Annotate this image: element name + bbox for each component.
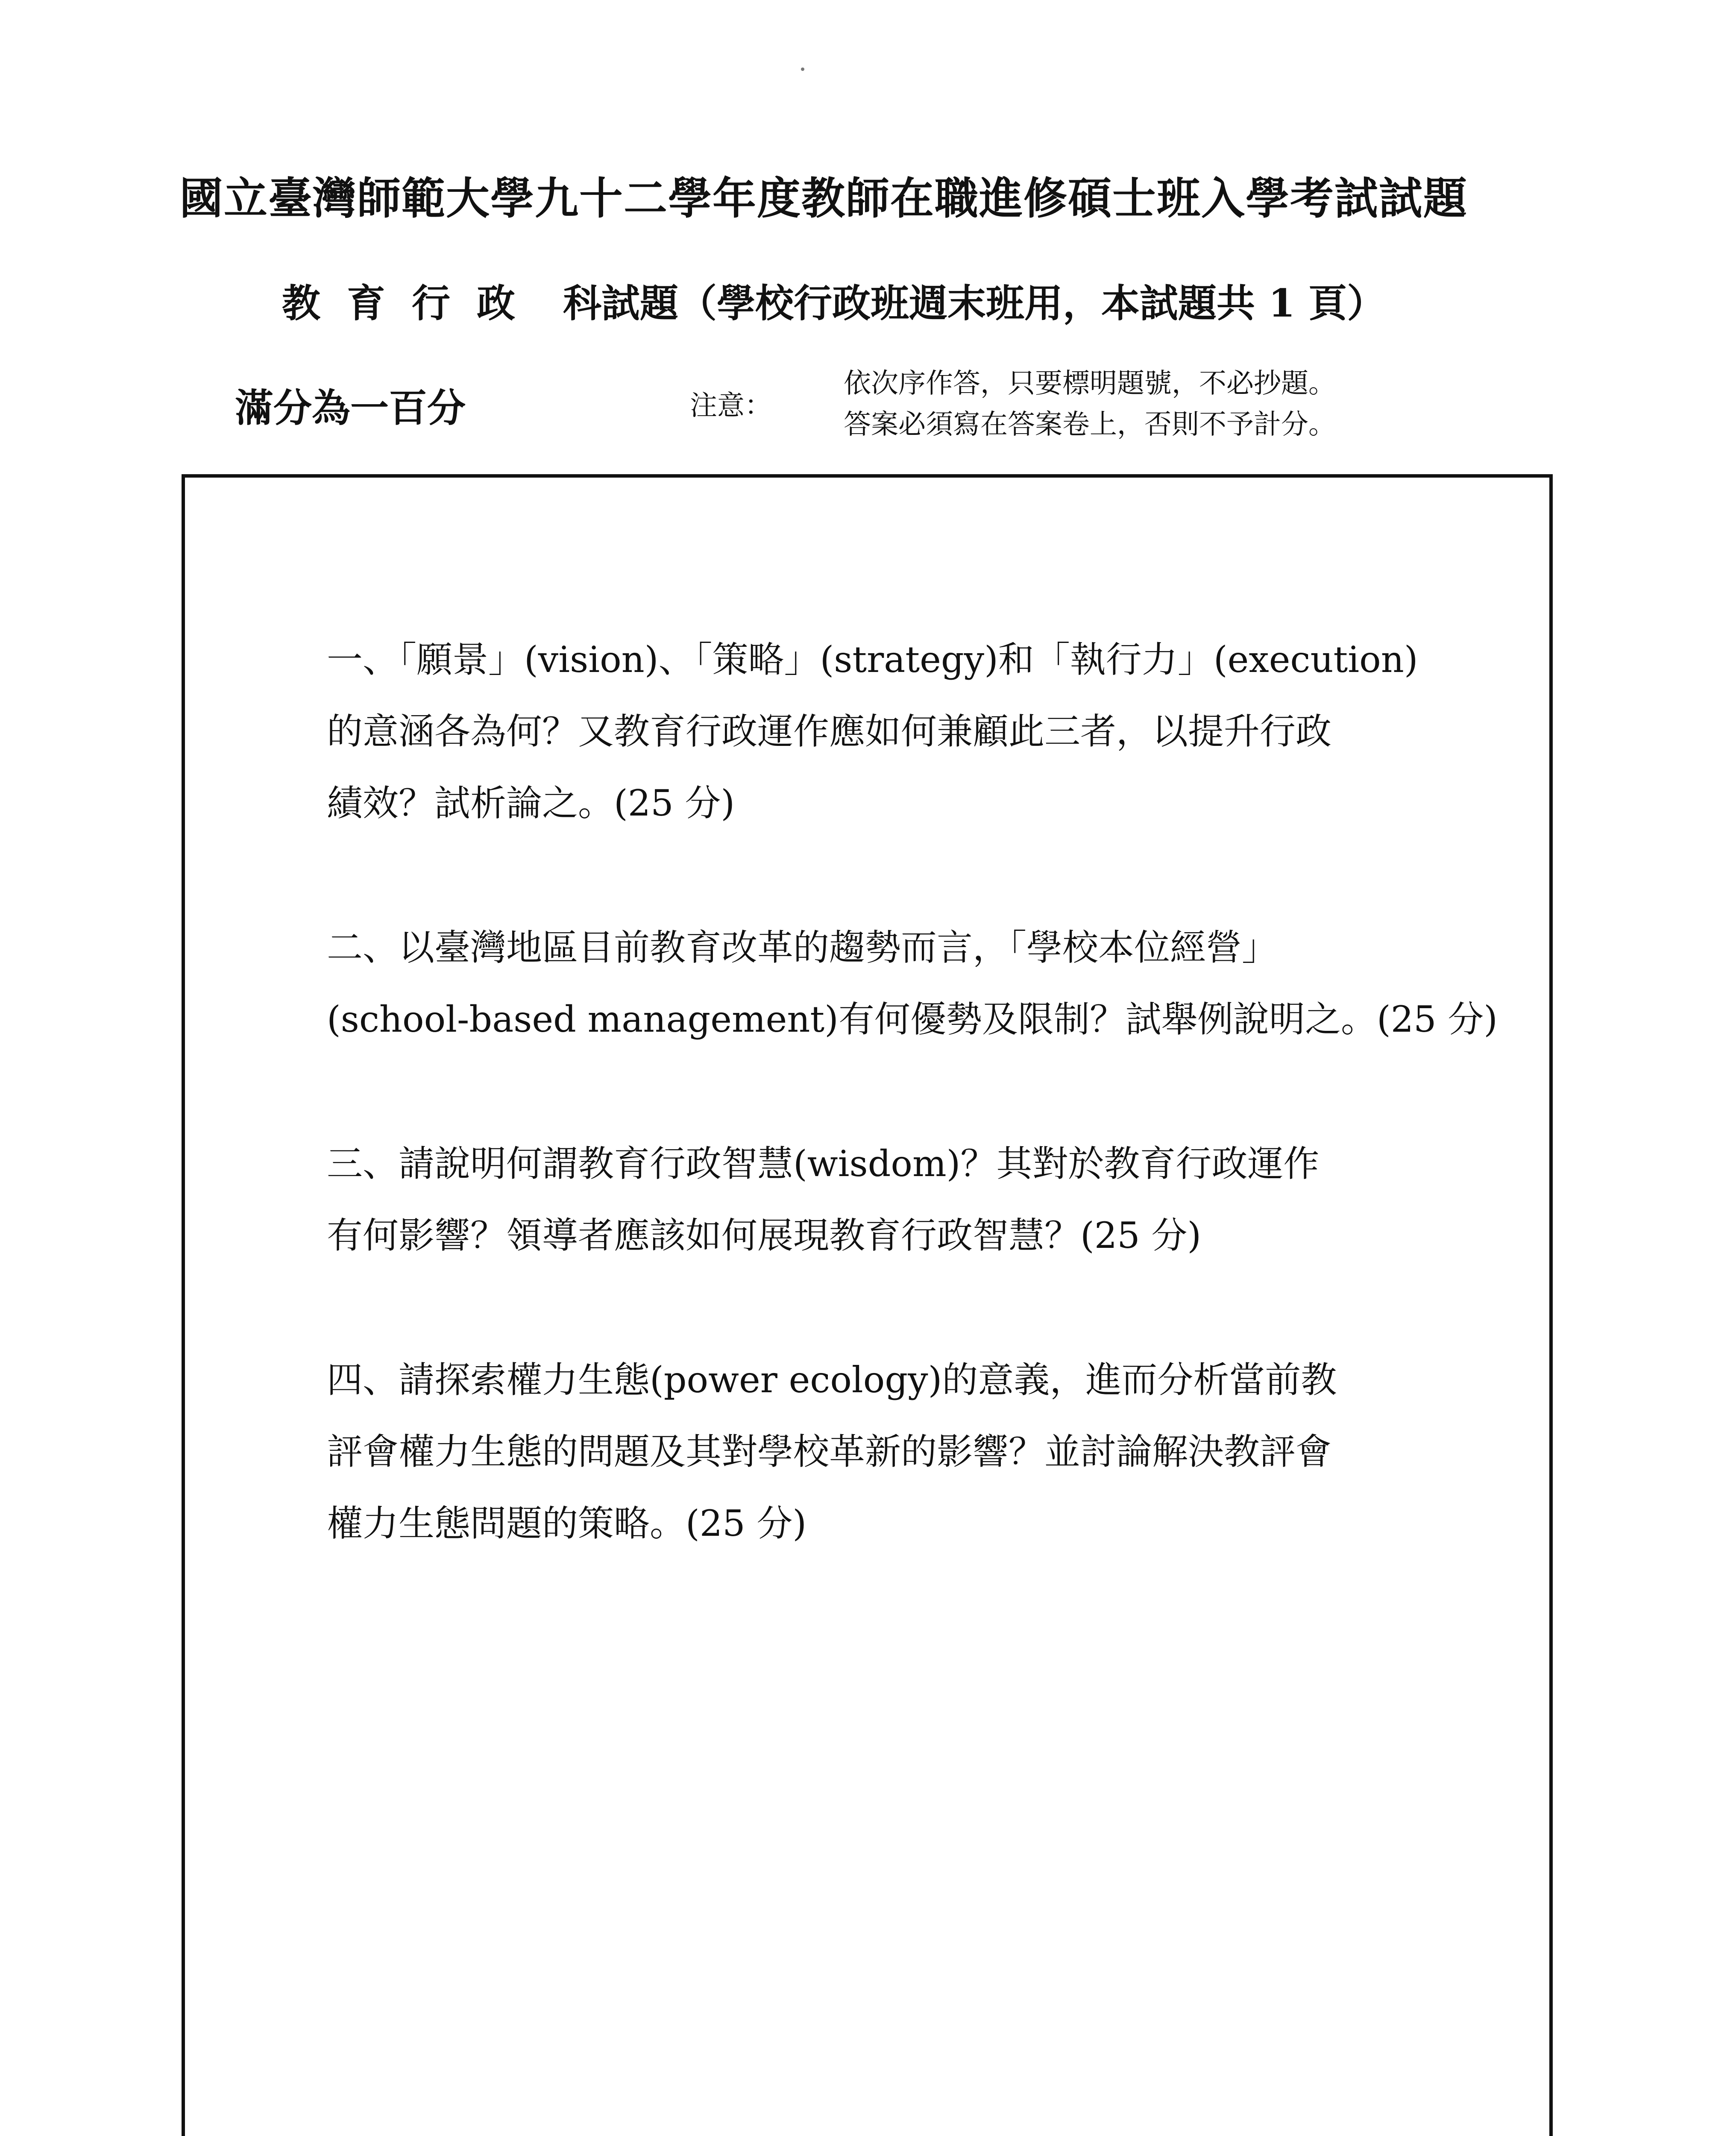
question-1-line-1: 一、「願景」(vision)、「策略」(strategy)和「執行力」(execution) — [327, 639, 1418, 681]
notice-line-1: 依次序作答，只要標明題號，不必抄題。 — [844, 368, 1336, 399]
question-3-line-1: 三、請說明何謂教育行政智慧(wisdom)？其對於教育行政運作 — [327, 1143, 1320, 1185]
question-2 — [327, 912, 1523, 1055]
notice-line-2: 答案必須寫在答案卷上，否則不予計分。 — [844, 409, 1336, 440]
question-4-line-3: 權力生態問題的策略。(25 分) — [327, 1502, 807, 1544]
question-2-line-2: (school-based management)有何優勢及限制？試舉例說明之。(25 分) — [327, 998, 1498, 1040]
question-3 — [327, 1128, 1523, 1271]
subject-line — [282, 278, 1385, 329]
question-4-line-1: 四、請探索權力生態(power ecology)的意義，進而分析當前教 — [327, 1359, 1337, 1401]
exam-title: 國立臺灣師範大學九十二學年度教師在職進修碩士班入學考試試題 — [179, 173, 1468, 224]
question-1-line-2: 的意涵各為何？又教育行政運作應如何兼顧此三者，以提升行政 — [327, 710, 1332, 752]
full-score-text: 滿分為一百分 — [235, 385, 466, 431]
question-1-line-3: 績效？試析論之。(25 分) — [327, 782, 735, 824]
scan-mark-top — [801, 67, 804, 71]
question-4 — [327, 1344, 1523, 1559]
notice-label: 注意： — [690, 390, 772, 422]
notice-lines — [844, 363, 1336, 445]
subject-detail: 科試題（學校行政班週末班用，本試題共 1 頁） — [563, 281, 1386, 326]
subject-name: 教育行政 — [282, 281, 542, 326]
question-list — [327, 624, 1523, 1632]
question-4-line-2: 評會權力生態的問題及其對學校革新的影響？並討論解決教評會 — [327, 1431, 1332, 1473]
question-3-line-2: 有何影響？領導者應該如何展現教育行政智慧？(25 分) — [327, 1215, 1202, 1256]
question-1 — [327, 624, 1523, 839]
question-2-line-1: 二、以臺灣地區目前教育改革的趨勢而言，「學校本位經營」 — [327, 927, 1278, 968]
